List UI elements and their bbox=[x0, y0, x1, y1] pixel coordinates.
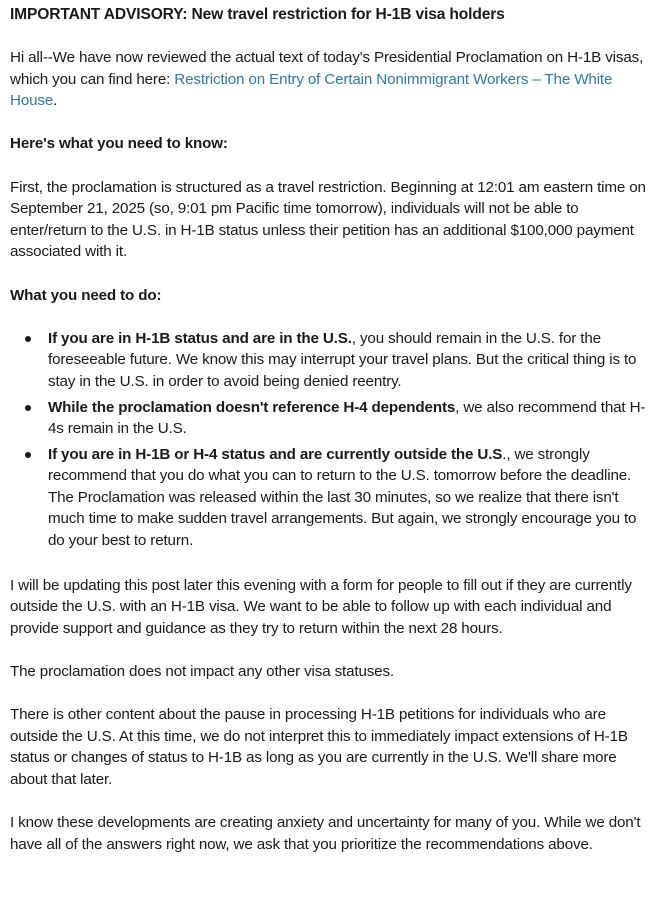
proclamation-link[interactable]: Restriction on Entry of Certain Nonimmigrant Workers – The White House bbox=[10, 70, 613, 110]
other-visas-paragraph: The proclamation does not impact any other visa statuses. bbox=[10, 663, 394, 681]
know-paragraph: First, the proclamation is structured as a travel restriction. Beginning at 12:01 am eastern time on September 21, 2025 (so, 9:01 pm Pacific time tomorrow), individuals will not be able to enter/return to the U.S. in H-1B status unless their petition has an additional $100,000 payment associated with it. bbox=[10, 178, 646, 261]
intro-period: . bbox=[53, 92, 58, 110]
list-item bbox=[48, 444, 650, 552]
bullet-bold-text: If you are in H-1B or H-4 status and are currently outside the U.S bbox=[48, 445, 503, 463]
advisory-title: IMPORTANT ADVISORY: New travel restriction for H-1B visa holders bbox=[10, 6, 505, 23]
bullet-icon bbox=[25, 336, 31, 342]
bullet-icon bbox=[25, 452, 31, 458]
todo-heading: What you need to do: bbox=[10, 286, 162, 304]
closing-paragraph: I know these developments are creating anxiety and uncertainty for many of you. While we don't have all of the answers right now, we ask that you prioritize the recommendations above. bbox=[10, 814, 641, 853]
list-item bbox=[48, 328, 650, 393]
bullet-text: , we also recommend that H-4s remain in the U.S. bbox=[48, 398, 646, 438]
todo-list bbox=[10, 328, 650, 552]
bullet-text: , you should remain in the U.S. for the foreseeable future. We know this may interrupt your travel plans. But the critical thing is to stay in the U.S. in order to avoid being denied reentry. bbox=[48, 329, 637, 390]
know-heading: Here's what you need to know: bbox=[10, 135, 228, 153]
update-paragraph: I will be updating this post later this evening with a form for people to fill out if they are currently outside the U.S. with an H-1B visa. We want to be able to follow up with each individual and provide support and guidance as they try to return within the next 28 hours. bbox=[10, 576, 632, 637]
bullet-icon bbox=[25, 405, 31, 411]
bullet-bold-text: If you are in H-1B status and are in the U.S. bbox=[48, 329, 352, 347]
intro-paragraph bbox=[10, 47, 650, 112]
processing-pause-paragraph: There is other content about the pause in processing H-1B petitions for individuals who are outside the U.S. At this time, we do not interpret this to immediately impact extensions of H-1B status or changes of status to H-1B as long as you are currently in the U.S. We'll share more about that later. bbox=[10, 706, 628, 788]
list-item bbox=[48, 397, 650, 440]
bullet-text: ., we strongly recommend that you do what you can to return to the U.S. tomorrow before the deadline. The Proclamation was released within the last 30 minutes, so we realize that there isn't much time to make sudden travel arrangements. But again, we strongly encourage you to do your best to return. bbox=[48, 445, 637, 550]
bullet-bold-text: While the proclamation doesn't reference H-4 dependents bbox=[48, 398, 456, 416]
intro-text: Hi all--We have now reviewed the actual text of today's Presidential Proclamation on H-1B visas, which you can find here: bbox=[10, 49, 644, 88]
